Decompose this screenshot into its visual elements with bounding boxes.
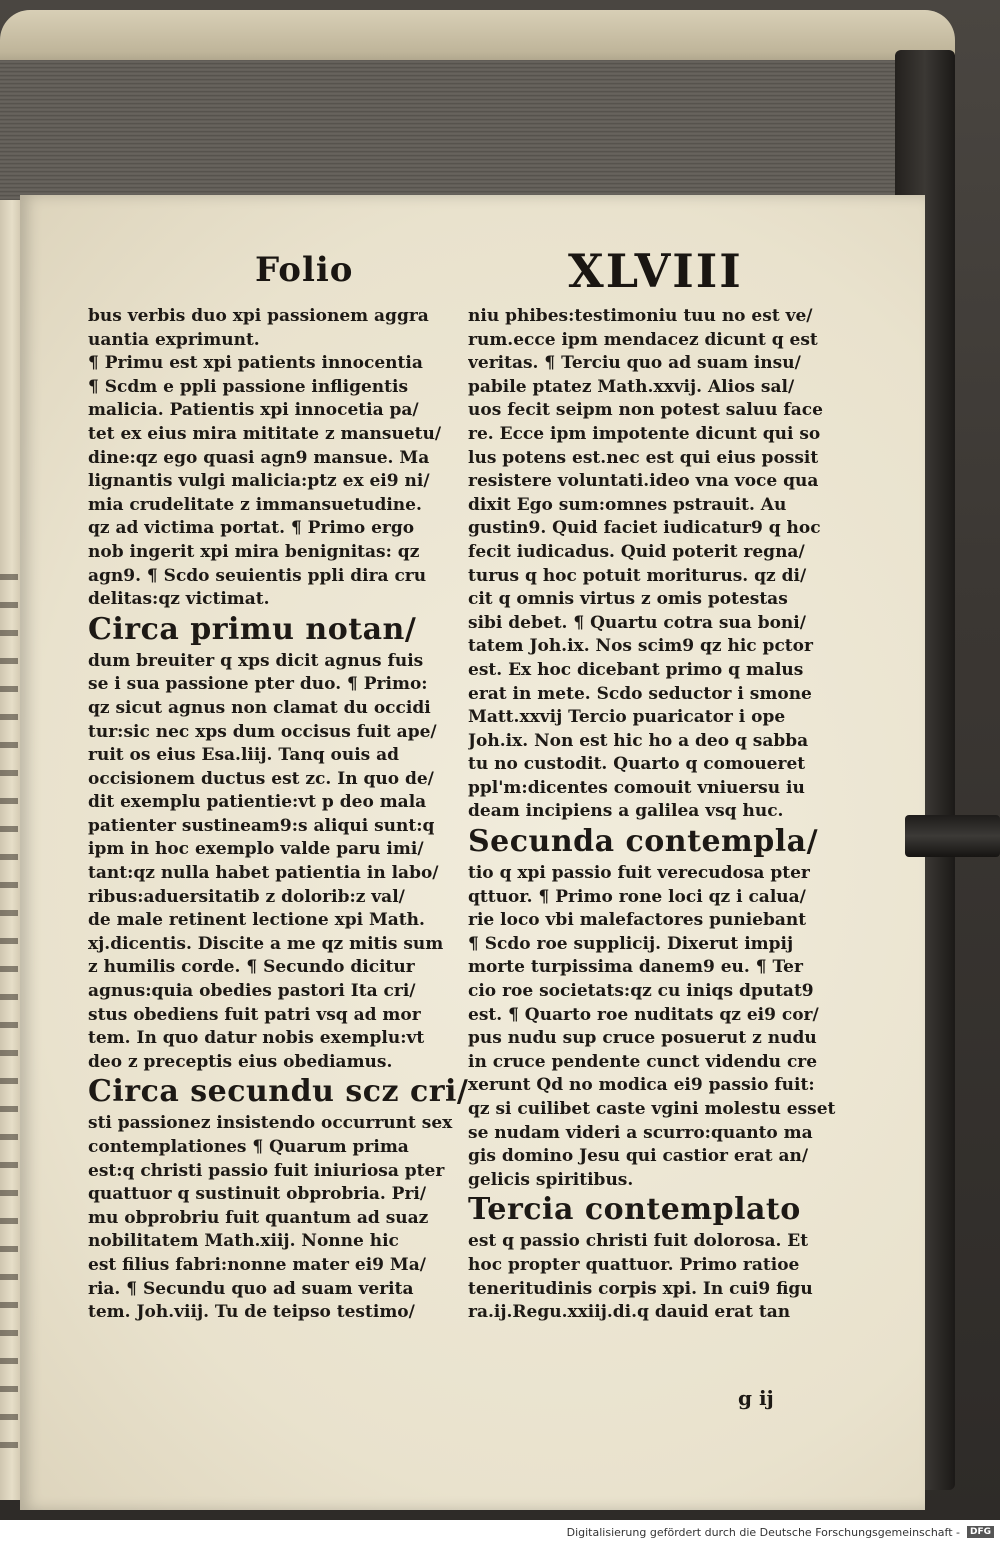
text-line: malicia. Patientis xpi innocetia pa/	[88, 400, 419, 421]
section-heading: Tercia contemplato	[468, 1192, 801, 1228]
text-line: uantia exprimunt.	[88, 329, 260, 350]
text-line: qttuor. ¶ Primo rone loci qz i calua/	[468, 886, 806, 907]
text-line: agn9. ¶ Scdo seuientis ppli dira cru	[88, 565, 427, 586]
text-line: se i sua passione pter duo. ¶ Primo:	[88, 674, 428, 695]
right-text-column	[468, 305, 838, 1325]
text-line: tio q xpi passio fuit verecudosa pter	[468, 863, 810, 884]
text-line: morte turpissima danem9 eu. ¶ Ter	[468, 957, 803, 978]
dfg-logo: DFG	[967, 1526, 994, 1538]
text-line: est q passio christi fuit dolorosa. Et	[468, 1231, 809, 1252]
text-line: dit exemplu patientie:vt p deo mala	[88, 792, 427, 813]
text-line: qz si cuilibet caste vgini molestu esset	[468, 1099, 836, 1119]
text-line: occisionem ductus est zc. In quo de/	[88, 768, 434, 789]
text-line: fecit iudicadus. Quid poterit regna/	[468, 541, 805, 562]
text-line: patienter sustineam9:s aliqui sunt:q	[88, 815, 435, 836]
page-header	[0, 244, 1000, 310]
text-line: nobilitatem Math.xiij. Nonne hic	[88, 1231, 399, 1252]
text-line: cio roe societats:qz cu iniqs dputat9	[468, 981, 814, 1002]
text-line: tur:sic nec xps dum occisus fuit ape/	[88, 721, 437, 742]
text-line: tem. Joh.viij. Tu de teipso testimo/	[88, 1302, 415, 1323]
text-line: tu no custodit. Quarto q comoueret	[468, 754, 806, 775]
text-line: dixit Ego sum:omnes pstrauit. Au	[468, 494, 787, 515]
text-line: nob ingerit xpi mira benignitas: qz	[88, 541, 420, 562]
text-line: ribus:aduersitatib z dolorib:z val/	[88, 886, 405, 907]
left-text-column	[88, 305, 469, 1325]
text-line: est filius fabri:nonne mater ei9 Ma/	[88, 1254, 426, 1275]
text-line: ¶ Scdm e ppli passione infligentis	[88, 376, 409, 397]
text-line: in cruce pendente cunct videndu cre	[468, 1051, 818, 1072]
text-line: gelicis spiritibus.	[468, 1169, 634, 1190]
text-line: ra.ij.Regu.xxiij.di.q dauid erat tan	[468, 1302, 791, 1323]
text-line: ¶ Primu est xpi patients innocentia	[88, 353, 423, 374]
text-line: cit q omnis virtus z omis potestas	[468, 589, 788, 610]
text-line: turus q hoc potuit moriturus. qz di/	[468, 565, 807, 586]
section-heading: Circa primu notan/	[88, 611, 417, 647]
text-line: xj.dicentis. Discite a me qz mitis sum	[88, 933, 444, 954]
folio-number: XLVIII	[568, 244, 743, 298]
signature-mark: g ij	[738, 1386, 774, 1410]
text-line: mu obprobriu fuit quantum ad suaz	[88, 1207, 429, 1228]
text-line: rum.ecce ipm mendacez dicunt q est	[468, 329, 818, 350]
text-line: re. Ecce ipm impotente dicunt qui so	[468, 423, 821, 444]
text-line: contemplationes ¶ Quarum prima	[88, 1137, 409, 1157]
text-line: veritas. ¶ Terciu quo ad suam insu/	[468, 353, 801, 374]
text-line: uos fecit seipm non potest saluu face	[468, 400, 823, 421]
text-line: z humilis corde. ¶ Secundo dicitur	[88, 957, 415, 978]
text-line: stus obediens fuit patri vsq ad mor	[88, 1004, 421, 1025]
text-line: erat in mete. Scdo seductor i smone	[468, 683, 812, 704]
text-line: tatem Joh.ix. Nos scim9 qz hic pctor	[468, 636, 813, 657]
text-line: niu phibes:testimoniu tuu no est ve/	[468, 306, 813, 326]
text-line: pabile ptatez Math.xxvij. Alios sal/	[468, 376, 795, 397]
page-edges	[0, 60, 915, 200]
text-line: se nudam videri a scurro:quanto ma	[468, 1122, 813, 1143]
text-line: qz sicut agnus non clamat du occidi	[88, 697, 431, 718]
book-clasp	[905, 815, 1000, 857]
footer-credit: Digitalisierung gefördert durch die Deutsche Forschungsgemeinschaft -	[566, 1526, 960, 1539]
text-line: dum breuiter q xps dicit agnus fuis	[88, 650, 424, 671]
text-line: de male retinent lectione xpi Math.	[88, 910, 425, 931]
text-line: Joh.ix. Non est hic ho a deo q sabba	[468, 730, 809, 751]
text-line: dine:qz ego quasi agn9 mansue. Ma	[88, 447, 430, 468]
text-line: ria. ¶ Secundu quo ad suam verita	[88, 1278, 414, 1299]
text-line: lignantis vulgi malicia:ptz ex ei9 ni/	[88, 471, 430, 492]
text-line: hoc propter quattuor. Primo ratioe	[468, 1254, 800, 1275]
text-line: tem. In quo datur nobis exemplu:vt	[88, 1028, 425, 1049]
text-line: Matt.xxvij Tercio puaricator i ope	[468, 707, 786, 728]
left-page-text-sliver	[0, 560, 18, 1460]
text-line: gis domino Jesu qui castior erat an/	[468, 1146, 809, 1167]
text-line: deo z preceptis eius obediamus.	[88, 1051, 393, 1072]
text-line: tet ex eius mira mititate z mansuetu/	[88, 423, 442, 444]
text-line: est:q christi passio fuit iniuriosa pter	[88, 1160, 445, 1181]
text-line: sibi debet. ¶ Quartu cotra sua boni/	[468, 612, 806, 633]
text-line: est. Ex hoc dicebant primo q malus	[468, 659, 804, 680]
text-line: delitas:qz victimat.	[88, 589, 270, 610]
text-line: ipm in hoc exemplo valde paru imi/	[88, 839, 424, 860]
text-line: pus nudu sup cruce posuerut z nudu	[468, 1028, 817, 1049]
text-line: lus potens est.nec est qui eius possit	[468, 447, 819, 468]
text-line: resistere voluntati.ideo vna voce qua	[468, 471, 819, 492]
text-line: ¶ Scdo roe supplicij. Dixerut impij	[468, 933, 794, 954]
text-line: agnus:quia obedies pastori Ita cri/	[88, 981, 416, 1002]
folio-label: Folio	[255, 250, 354, 290]
text-line: qz ad victima portat. ¶ Primo ergo	[88, 518, 415, 539]
text-line: sti passionez insistendo occurrunt sex	[88, 1113, 453, 1134]
text-line: mia crudelitate z immansuetudine.	[88, 494, 422, 515]
text-line: gustin9. Quid faciet iudicatur9 q hoc	[468, 518, 821, 539]
text-line: rie loco vbi malefactores puniebant	[468, 910, 807, 931]
text-line: bus verbis duo xpi passionem aggra	[88, 306, 429, 326]
section-heading: Circa secundu scz cri/	[88, 1074, 469, 1110]
text-line: teneritudinis corpis xpi. In cui9 figu	[468, 1278, 813, 1299]
text-line: est. ¶ Quarto roe nuditats qz ei9 cor/	[468, 1004, 819, 1025]
text-line: tant:qz nulla habet patientia in labo/	[88, 863, 439, 884]
text-line: ruit os eius Esa.liij. Tanq ouis ad	[88, 745, 400, 766]
section-heading: Secunda contempla/	[468, 824, 819, 860]
text-line: xerunt Qd no modica ei9 passio fuit:	[468, 1075, 815, 1096]
text-line: quattuor q sustinuit obprobria. Pri/	[88, 1184, 427, 1205]
text-line: deam incipiens a galilea vsq huc.	[468, 801, 784, 822]
text-line: ppl'm:dicentes comouit vniuersu iu	[468, 777, 805, 798]
